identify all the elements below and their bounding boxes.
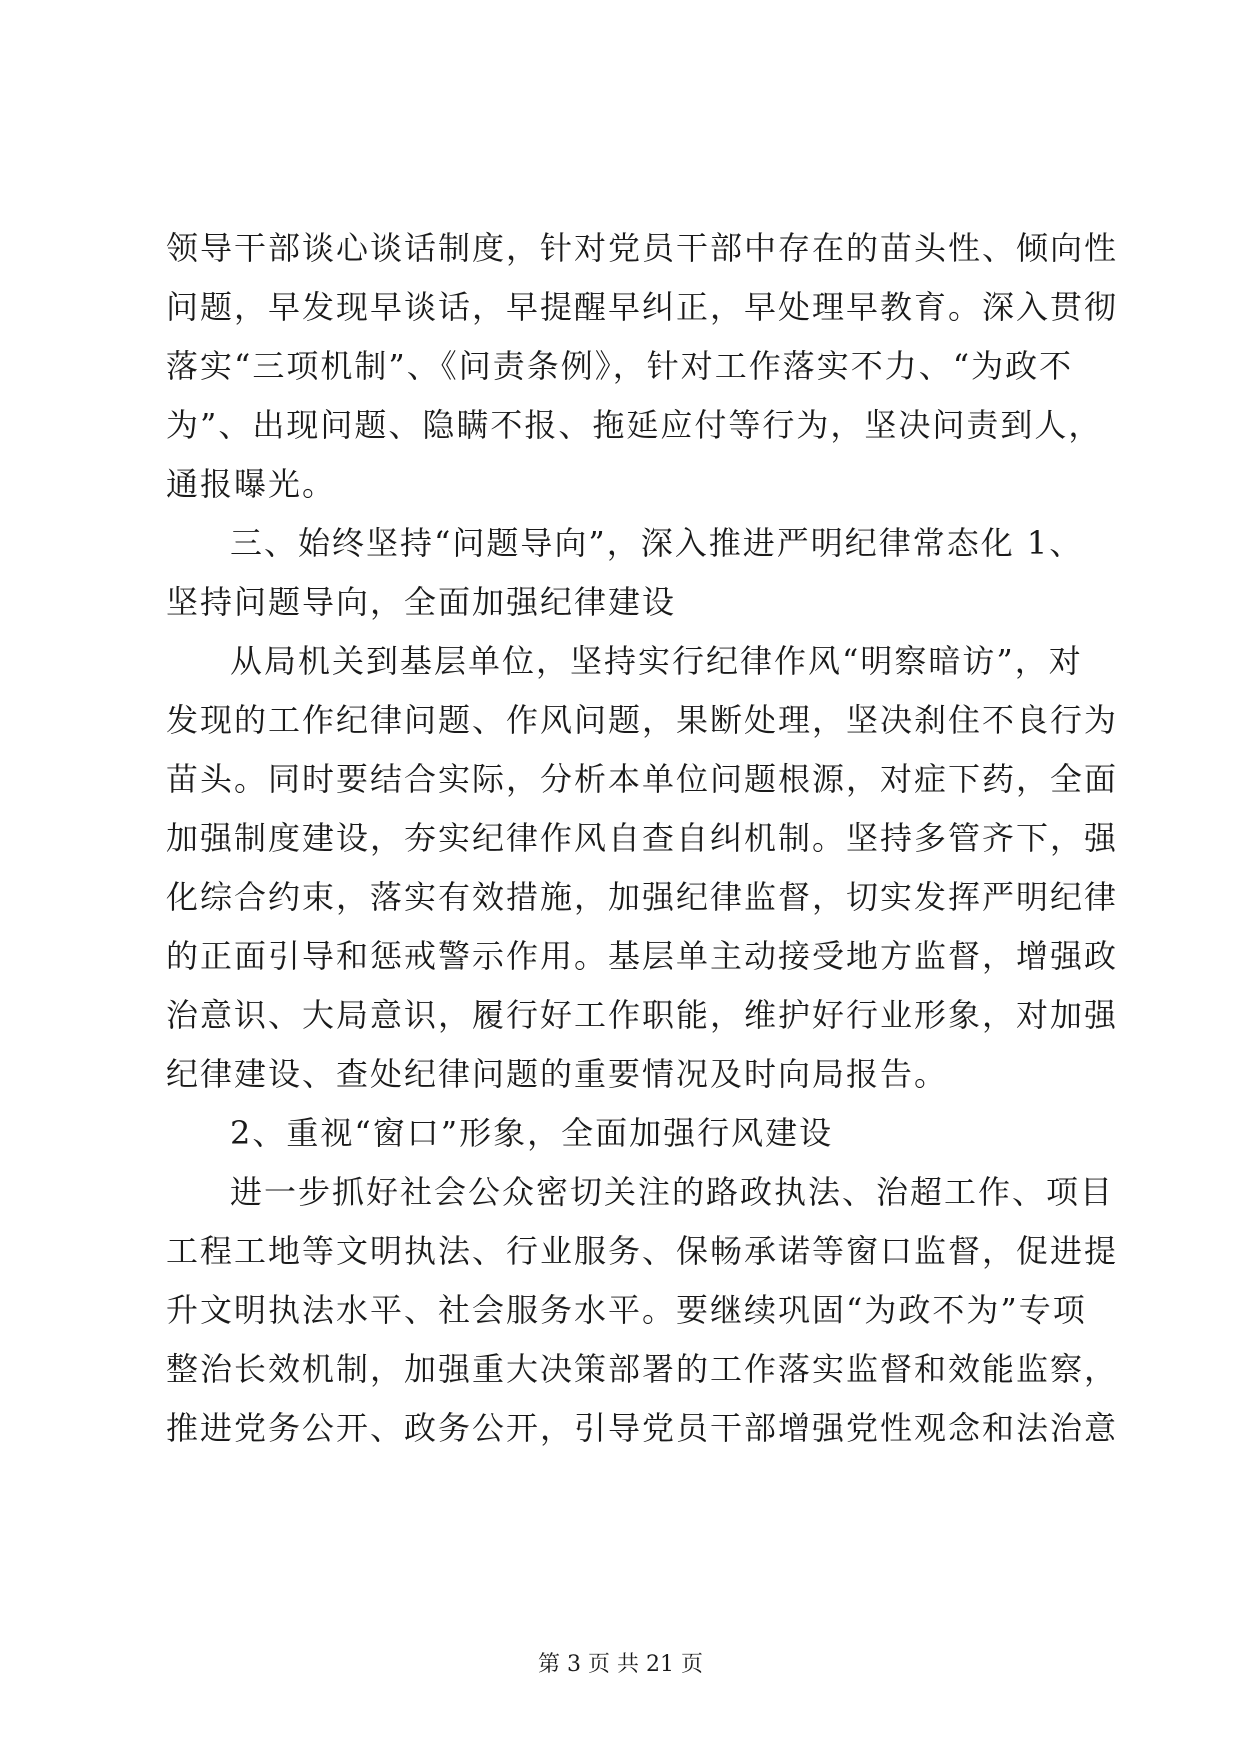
section-heading-line: 坚持问题导向，全面加强纪律建设 — [166, 583, 677, 621]
paragraph-line: 化综合约束，落实有效措施，加强纪律监督，切实发挥严明纪律 — [166, 878, 1119, 916]
paragraph-line: 领导干部谈心谈话制度，针对党员干部中存在的苗头性、倾向性 — [166, 229, 1119, 267]
subsection-heading-line: 2、重视“窗口”形象，全面加强行风建设 — [230, 1114, 834, 1152]
paragraph-line: 进一步抓好社会公众密切关注的路政执法、治超工作、项目 — [230, 1173, 1115, 1211]
paragraph-line: 治意识、大局意识，履行好工作职能，维护好行业形象，对加强 — [166, 996, 1119, 1034]
paragraph-line: 发现的工作纪律问题、作风问题，果断处理，坚决刹住不良行为 — [166, 701, 1119, 739]
paragraph-line: 为”、出现问题、隐瞒不报、拖延应付等行为，坚决问责到人， — [166, 406, 1103, 444]
paragraph-line: 苗头。同时要结合实际，分析本单位问题根源，对症下药，全面 — [166, 760, 1119, 798]
section-heading-line: 三、始终坚持“问题导向”，深入推进严明纪律常态化 1、 — [230, 524, 1084, 562]
paragraph-line: 升文明执法水平、社会服务水平。要继续巩固“为政不为”专项 — [166, 1291, 1087, 1329]
paragraph-line: 纪律建设、查处纪律问题的重要情况及时向局报告。 — [166, 1055, 949, 1093]
paragraph-line: 的正面引导和惩戒警示作用。基层单主动接受地方监督，增强政 — [166, 937, 1119, 975]
paragraph-line: 从局机关到基层单位，坚持实行纪律作风“明察暗访”，对 — [230, 642, 1083, 680]
paragraph-line: 加强制度建设，夯实纪律作风自查自纠机制。坚持多管齐下，强 — [166, 819, 1119, 857]
paragraph-line: 整治长效机制，加强重大决策部署的工作落实监督和效能监察， — [166, 1350, 1119, 1388]
paragraph-line: 落实“三项机制”、《问责条例》，针对工作落实不力、“为政不 — [166, 347, 1074, 385]
page-number-footer: 第 3 页 共 21 页 — [538, 1652, 703, 1677]
paragraph-line: 工程工地等文明执法、行业服务、保畅承诺等窗口监督，促进提 — [166, 1232, 1119, 1270]
paragraph-line: 推进党务公开、政务公开，引导党员干部增强党性观念和法治意 — [166, 1409, 1119, 1447]
paragraph-line: 问题，早发现早谈话，早提醒早纠正，早处理早教育。深入贯彻 — [166, 288, 1119, 326]
paragraph-line: 通报曝光。 — [166, 465, 337, 503]
